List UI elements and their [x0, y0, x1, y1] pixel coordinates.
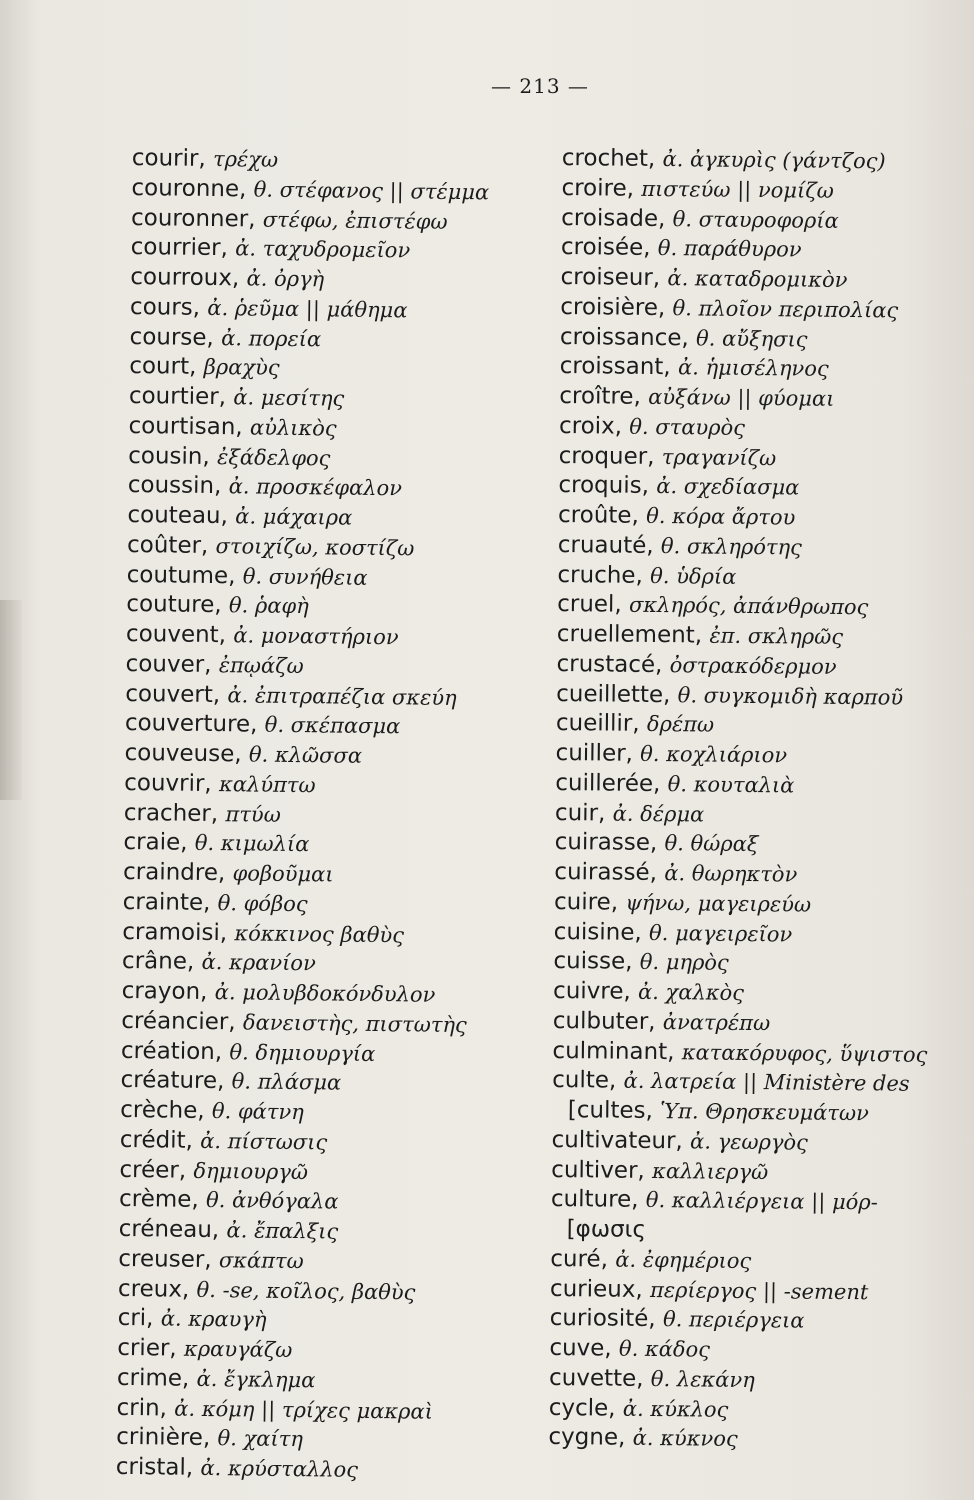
dictionary-entry [130, 293, 488, 327]
dictionary-entry [122, 917, 480, 951]
dictionary-entry [562, 144, 937, 178]
dictionary-entry [558, 471, 933, 505]
entry-translation: ἀ. χαλκὸς [637, 979, 745, 1005]
dictionary-entry [555, 798, 930, 832]
entry-headword: croître, [559, 382, 641, 410]
dictionary-entry [118, 1274, 476, 1308]
entry-translation: θ. κοχλιάριον [640, 741, 788, 768]
entry-translation: ἀ. ἀγκυρὶς (γάντζος) [662, 147, 886, 174]
entry-headword: cruauté, [557, 531, 654, 559]
entry-headword: cuisse, [553, 948, 633, 976]
entry-translation: θ. συνήθεια [242, 563, 368, 590]
entry-headword: couver, [125, 650, 212, 678]
entry-translation: ἀ. ῥεῦμα || μάθημα [207, 295, 408, 323]
entry-translation: θ. καλλιέργεια || μόρ- [645, 1188, 878, 1215]
dictionary-entry [127, 560, 485, 594]
entry-headword: cracher, [123, 799, 219, 827]
entry-translation: στέφω, ἐπιστέφω [262, 207, 448, 234]
entry-translation: ἐπῳάζω [218, 652, 304, 678]
dictionary-entry [558, 531, 933, 565]
entry-translation: θ. κιμωλία [194, 831, 310, 857]
entry-translation: βραχὺς [203, 355, 280, 381]
dictionary-entry [561, 174, 936, 208]
entry-headword: cuirasse, [554, 829, 658, 857]
entry-headword: couronne, [131, 174, 247, 203]
dictionary-entry [553, 947, 928, 981]
dictionary-entry [555, 769, 930, 803]
entry-translation: δημιουργῶ [193, 1158, 309, 1184]
entry-headword: croissant, [559, 353, 671, 381]
dictionary-entry [557, 590, 932, 624]
entry-headword: croire, [561, 174, 635, 202]
entry-headword: crin, [116, 1394, 168, 1422]
dictionary-entry [116, 1423, 474, 1457]
dictionary-entry [116, 1453, 474, 1487]
dictionary-entry [120, 1126, 478, 1160]
entry-headword: cuire, [553, 888, 619, 916]
entry-headword: courtier, [128, 382, 227, 411]
dictionary-entry [552, 1096, 927, 1130]
entry-headword: culture, [550, 1186, 639, 1214]
dictionary-entry [557, 620, 932, 654]
entry-translation: δρέπω [646, 712, 715, 737]
entry-translation: περίεργος || -sement [649, 1277, 869, 1304]
dictionary-entry [124, 769, 482, 803]
dictionary-entry [125, 709, 483, 743]
dictionary-entry [559, 412, 934, 446]
entry-translation: κόκκινος βαθὺς [234, 920, 405, 947]
dictionary-entry [556, 679, 931, 713]
dictionary-entry [554, 888, 929, 922]
entry-translation: θ. πλάσμα [231, 1069, 342, 1095]
entry-translation: ἀ. θωρηκτὸν [664, 861, 798, 887]
dictionary-entry [119, 1185, 477, 1219]
entry-headword: croquer, [558, 442, 655, 470]
left-column [116, 144, 490, 1487]
entry-headword: couture, [126, 591, 222, 619]
entry-translation: θ. χαίτη [217, 1426, 304, 1452]
dictionary-entry [120, 1066, 478, 1100]
entry-headword: cruellement, [556, 620, 703, 649]
dictionary-entry [549, 1334, 924, 1368]
entry-headword: crème, [118, 1186, 199, 1214]
entry-headword: croiseur, [560, 263, 661, 292]
entry-translation: θ. στέφανος || στέμμα [253, 177, 490, 205]
entry-headword: couvrir, [124, 769, 212, 797]
entry-translation: θ. θώραξ [664, 831, 759, 857]
entry-headword: cuve, [549, 1334, 612, 1362]
right-column [548, 144, 937, 1457]
entry-headword: croquis, [558, 472, 650, 500]
dictionary-entry [125, 650, 483, 684]
dictionary-entry [124, 739, 482, 773]
dictionary-entry [126, 620, 484, 654]
entry-translation: θ. ἀνθόγαλα [205, 1188, 339, 1214]
dictionary-entry [127, 531, 485, 565]
entry-translation: στοιχίζω, κοστίζω [215, 533, 415, 561]
entry-translation: θ. σταυρὸς [629, 414, 746, 440]
entry-headword: creux, [117, 1275, 190, 1303]
dictionary-entry [561, 203, 936, 237]
dictionary-entry [551, 1126, 926, 1160]
entry-translation: ἀ. προσκέφαλον [228, 474, 403, 501]
dictionary-entry [132, 144, 490, 178]
entry-headword: courrier, [130, 234, 229, 262]
entry-translation: αὐξάνω || φύομαι [648, 384, 835, 411]
entry-headword: cultiver, [551, 1156, 645, 1184]
dictionary-entry [123, 888, 481, 922]
dictionary-entry [128, 471, 486, 505]
dictionary-entry [121, 1007, 479, 1041]
entry-translation: ἀ. ταχυδρομεῖον [235, 236, 411, 263]
entry-translation: ἀ. ἐφημέριος [615, 1247, 752, 1273]
entry-headword: culte, [552, 1067, 617, 1094]
entry-headword: cousin, [128, 442, 210, 470]
dictionary-entry [121, 977, 479, 1011]
entry-translation: ψήνω, μαγειρεύω [625, 890, 812, 917]
entry-headword: courtisan, [128, 412, 243, 441]
entry-translation: ἀ. ἔπαλξις [226, 1218, 339, 1244]
entry-headword: cruche, [557, 561, 643, 589]
entry-translation: θ. περιέργεια [662, 1307, 805, 1333]
entry-translation: σκάπτω [218, 1247, 304, 1273]
dictionary-entry [128, 441, 486, 475]
dictionary-entry [560, 263, 935, 297]
entry-headword: couvent, [125, 620, 227, 649]
entry-headword: curiosité, [549, 1305, 656, 1333]
entry-headword: coussin, [127, 472, 222, 500]
entry-headword: courroux, [130, 263, 240, 292]
entry-translation: σκληρός, ἀπάνθρωπος [628, 592, 869, 620]
dictionary-entry [131, 233, 489, 267]
entry-translation: κατακόρυφος, ὕψιστος [681, 1039, 928, 1067]
entry-translation: πιστεύω || νομίζω [641, 176, 834, 203]
entry-translation: θ. δημιουργία [229, 1039, 376, 1066]
dictionary-entry [129, 352, 487, 386]
dictionary-entry [552, 1036, 927, 1070]
entry-translation: τραγανίζω [661, 444, 777, 470]
entry-headword: court, [129, 353, 197, 381]
entry-translation: ἀ. μεσίτης [233, 385, 345, 411]
entry-headword: crédit, [119, 1126, 194, 1154]
entry-translation: θ. κλῶσσα [248, 742, 363, 768]
dictionary-entry [554, 858, 929, 892]
dictionary-entry [119, 1215, 477, 1249]
entry-headword: culminant, [552, 1037, 675, 1065]
dictionary-entry [117, 1334, 475, 1368]
dictionary-entry [553, 977, 928, 1011]
entry-headword: cramoisi, [122, 918, 228, 946]
entry-headword: couteau, [127, 501, 229, 530]
entry-headword: crainte, [122, 888, 211, 916]
entry-headword: courir, [131, 144, 206, 172]
entry-headword: curé, [550, 1245, 609, 1273]
entry-headword: couverture, [124, 710, 258, 738]
entry-headword: crustacé, [556, 650, 663, 678]
dictionary-entry [552, 1066, 927, 1100]
entry-translation: ἀ. σχεδίασμα [656, 474, 800, 500]
entry-translation: ἀ. ἔγκλημα [196, 1366, 316, 1393]
entry-translation: θ. σκέπασμα [264, 712, 401, 739]
dictionary-entry [550, 1274, 925, 1308]
entry-translation: ἀ. πορεία [221, 325, 322, 351]
entry-headword: [φωσις [566, 1216, 647, 1243]
dictionary-entry [123, 828, 481, 862]
entry-headword: créneau, [118, 1215, 220, 1244]
entry-translation: ἀ. κραυγὴ [160, 1306, 267, 1332]
entry-translation: τρέχω [212, 146, 279, 172]
dictionary-entry [550, 1245, 925, 1279]
entry-translation: ἀ. κρανίον [201, 950, 316, 976]
entry-translation: ἐπ. σκληρῶς [709, 623, 844, 649]
entry-headword: couronner, [130, 204, 256, 233]
entry-translation: φοβοῦμαι [232, 861, 334, 887]
dictionary-entry [129, 322, 487, 356]
entry-translation: θ. σκληρότης [660, 533, 803, 560]
entry-translation: ἀ. κύκλος [622, 1396, 729, 1422]
dictionary-entry [121, 1036, 479, 1070]
entry-translation: ὀστρακόδερμον [669, 652, 837, 679]
entry-translation: ἀ. πίστωσις [200, 1128, 328, 1155]
dictionary-entry [556, 650, 931, 684]
entry-translation: πτύω [225, 801, 281, 827]
dictionary-entry [560, 293, 935, 327]
dictionary-entry [119, 1155, 477, 1189]
entry-translation: ἀ. δέρμα [612, 801, 705, 827]
dictionary-entry [131, 203, 489, 237]
entry-headword: cuiller, [555, 739, 634, 767]
entry-translation: καλύπτω [218, 771, 316, 798]
entry-headword: création, [120, 1037, 223, 1065]
entry-headword: cueillette, [556, 680, 671, 708]
entry-translation: κραυγάζω [183, 1336, 293, 1363]
entry-headword: cygne, [548, 1424, 626, 1451]
entry-translation: ἀ. καταδρομικὸν [667, 266, 848, 292]
entry-headword: cri, [117, 1305, 154, 1332]
dictionary-entry [550, 1304, 925, 1338]
entry-translation: καλλιεργῶ [652, 1158, 769, 1184]
dictionary-entry [125, 679, 483, 713]
entry-translation: ἀ. μάχαιρα [235, 504, 353, 530]
entry-headword: curieux, [549, 1275, 643, 1303]
entry-headword: créature, [120, 1067, 225, 1095]
entry-translation: ἀ. μολυβδοκόνδυλον [214, 980, 436, 1007]
dictionary-entry [116, 1393, 474, 1427]
entry-headword: crochet, [561, 144, 656, 172]
entry-translation: θ. φόβος [217, 890, 308, 916]
dictionary-entry [550, 1215, 925, 1249]
entry-translation: ἐξάδελφος [216, 444, 331, 470]
entry-headword: crèche, [120, 1096, 205, 1124]
entry-headword: créer, [119, 1156, 187, 1184]
entry-headword: couvert, [125, 680, 221, 708]
entry-translation: θ. φάτνη [211, 1099, 304, 1125]
entry-translation: θ. κάδος [618, 1336, 711, 1362]
entry-headword: croisée, [560, 234, 651, 262]
dictionary-entry [549, 1364, 924, 1398]
entry-headword: croissance, [559, 323, 689, 351]
entry-translation: αὐλικὸς [249, 415, 337, 441]
entry-headword: crayon, [121, 977, 208, 1005]
dictionary-entry [551, 1185, 926, 1219]
entry-translation: ἀ. κρύσταλλος [200, 1455, 359, 1482]
entry-headword: course, [129, 323, 215, 351]
entry-translation: δανειστὴς, πιστωτὴς [242, 1010, 467, 1037]
binding-shadow [0, 600, 22, 800]
dictionary-entry [555, 828, 930, 862]
entry-headword: cuivre, [552, 977, 631, 1005]
entry-translation: ἀ. μοναστήριον [233, 623, 399, 650]
entry-headword: croûte, [557, 501, 639, 529]
dictionary-entry [123, 858, 481, 892]
entry-headword: culbuter, [552, 1007, 656, 1035]
entry-translation: ἀ. ὀργὴ [246, 266, 325, 292]
dictionary-entry [120, 1096, 478, 1130]
entry-translation: θ. ὑδρία [650, 563, 737, 589]
entry-headword: cuirassé, [554, 858, 658, 887]
entry-headword: coutume, [126, 561, 236, 589]
dictionary-entry [130, 263, 488, 297]
entry-headword: cruel, [557, 591, 622, 618]
dictionary-entry [129, 382, 487, 416]
entry-headword: craindre, [122, 858, 226, 887]
entry-translation: θ. μαγειρεῖον [648, 920, 793, 946]
dictionary-entry [559, 441, 934, 475]
entry-headword: crime, [116, 1364, 190, 1392]
entry-translation: θ. παράθυρον [657, 236, 802, 262]
entry-headword: craie, [123, 829, 188, 856]
dictionary-entry [561, 233, 936, 267]
entry-translation: θ. -se, κοῖλος, βαθὺς [196, 1277, 416, 1305]
entry-translation: θ. αὔξησις [695, 325, 808, 352]
entry-headword: creuser, [118, 1245, 212, 1273]
entry-translation: ἀ. γεωργὸς [690, 1129, 809, 1155]
dictionary-entry [128, 412, 486, 446]
entry-headword: cuir, [554, 799, 606, 826]
dictionary-entry [117, 1364, 475, 1398]
dictionary-entry [557, 560, 932, 594]
dictionary-entry [555, 739, 930, 773]
entry-translation: ἀ. κόμη || τρίχες μακραὶ [174, 1396, 434, 1424]
dictionary-entry [548, 1423, 923, 1457]
entry-translation: θ. μηρὸς [639, 950, 729, 976]
dictionary-entry [554, 917, 929, 951]
entry-translation: θ. συγκομιδὴ καρποῦ [677, 682, 904, 710]
dictionary-entry [126, 590, 484, 624]
dictionary-entry [553, 1007, 928, 1041]
entry-translation: ἀ. ἡμισέληνος [677, 355, 829, 382]
page-number: — 213 — [491, 74, 589, 98]
entry-headword: cuvette, [548, 1364, 644, 1392]
dictionary-entry [558, 501, 933, 535]
entry-headword: coûter, [126, 531, 209, 559]
dictionary-entry [559, 382, 934, 416]
entry-translation: θ. κουταλιὰ [667, 771, 795, 798]
entry-translation: ἀ. λατρεία || Ministère des [623, 1068, 910, 1096]
entry-translation: θ. κόρα ἄρτου [646, 503, 796, 530]
entry-headword: crier, [117, 1334, 177, 1362]
dictionary-entry [549, 1393, 924, 1427]
entry-headword: croisière, [560, 293, 666, 321]
dictionary-entry [127, 501, 485, 535]
entry-headword: cuisine, [553, 918, 642, 946]
entry-headword: cristal, [115, 1453, 194, 1481]
entry-translation: θ. πλοῖον περιπολίας [672, 295, 899, 323]
entry-translation: Ὑπ. Θρησκευμάτων [660, 1099, 870, 1126]
entry-headword: cours, [129, 293, 201, 321]
entry-translation: ἀ. κύκνος [632, 1426, 738, 1452]
entry-headword: cultivateur, [551, 1126, 683, 1155]
dictionary-entry [556, 709, 931, 743]
dictionary-entry [551, 1155, 926, 1189]
entry-headword: croisade, [561, 204, 666, 232]
dictionary-entry [124, 798, 482, 832]
dictionary-entry [117, 1304, 475, 1338]
entry-headword: créancier, [121, 1007, 236, 1036]
entry-translation: ἀ. ἐπιτραπέζια σκεύη [227, 682, 457, 710]
entry-headword: crâne, [121, 948, 195, 976]
dictionary-entry [118, 1245, 476, 1279]
entry-headword: couveuse, [124, 739, 242, 768]
dictionary-entry [560, 322, 935, 356]
entry-translation: θ. ῥαφὴ [228, 593, 309, 619]
dictionary-entry [560, 352, 935, 386]
entry-headword: cycle, [548, 1394, 616, 1422]
entry-headword: [cultes, [567, 1097, 654, 1125]
dictionary-entry [131, 174, 489, 208]
entry-translation: θ. σταυροφορία [672, 206, 839, 233]
entry-translation: ἀνατρέπω [662, 1009, 771, 1035]
entry-headword: croix, [558, 412, 623, 440]
entry-headword: cuillerée, [555, 769, 661, 797]
entry-headword: crinière, [116, 1424, 211, 1452]
entry-headword: cueillir, [555, 710, 640, 738]
entry-translation: θ. λεκάνη [650, 1366, 755, 1392]
dictionary-entry [122, 947, 480, 981]
